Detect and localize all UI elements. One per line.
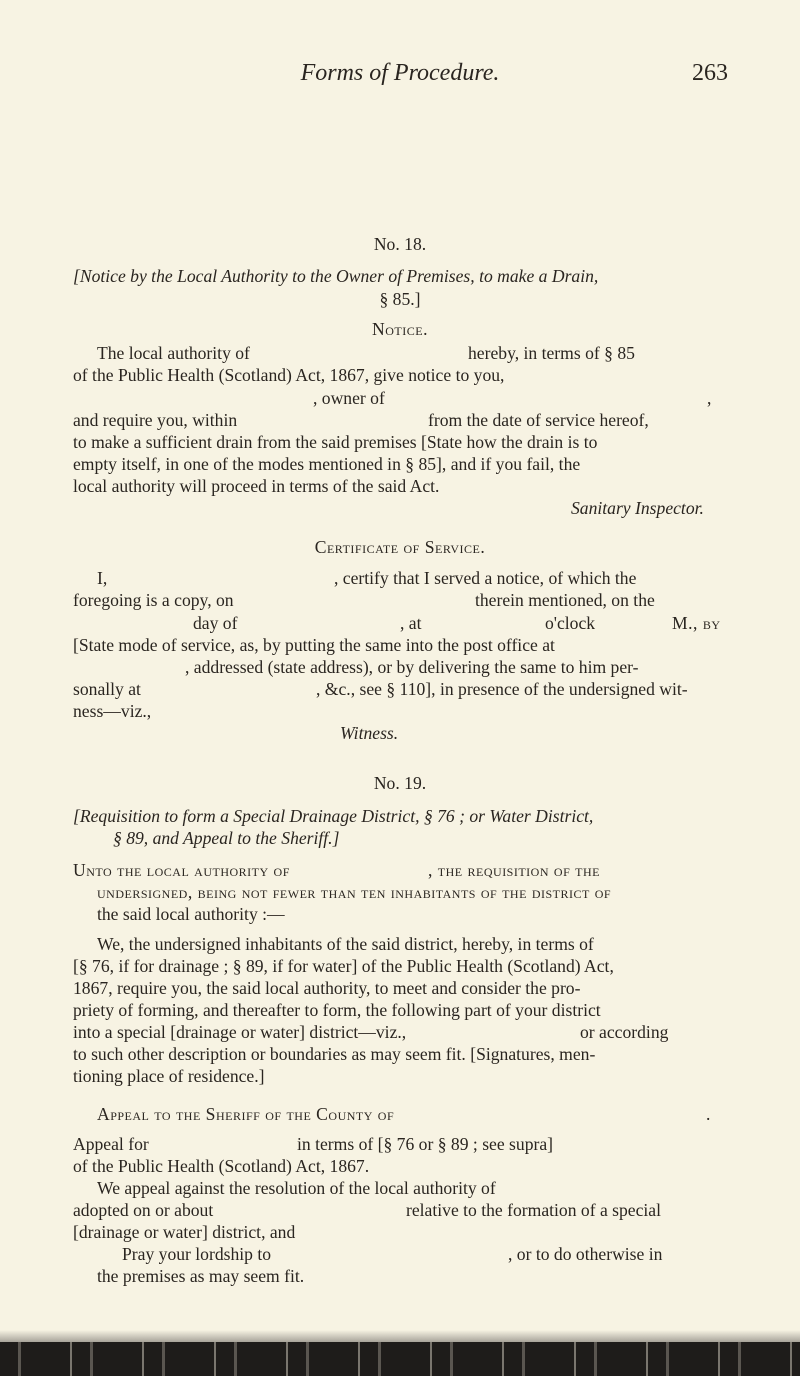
- certificate-text: , addressed (state address), or by delivering the same to him per-: [185, 657, 639, 677]
- notice-text: hereby, in terms of § 85: [468, 343, 635, 363]
- requisition-text: priety of forming, and thereafter to form, the following part of your district: [73, 1000, 601, 1020]
- running-title: Forms of Procedure.: [300, 60, 500, 86]
- page-number: 263: [692, 60, 728, 86]
- appeal-text: We appeal against the resolution of the local authority of: [97, 1178, 496, 1198]
- certificate-text: day of: [193, 613, 238, 633]
- requisition-text: 1867, require you, the said local authority, to meet and consider the pro-: [73, 978, 581, 998]
- notice-heading: Notice.: [372, 319, 428, 339]
- notice-text: ,: [707, 388, 712, 408]
- requisition-text: to such other description or boundaries as may seem fit. [Signatures, men-: [73, 1044, 596, 1064]
- notice-text: to make a sufficient drain from the said premises [State how the drain is to: [73, 432, 598, 452]
- form-18-caption: [Notice by the Local Authority to the Owner of Premises, to make a Drain,: [73, 266, 599, 286]
- certificate-text: I,: [97, 568, 108, 588]
- appeal-text: Appeal for: [73, 1134, 149, 1154]
- appeal-text: relative to the formation of a special: [406, 1200, 662, 1220]
- certificate-text: [State mode of service, as, by putting the same into the post office at: [73, 635, 555, 655]
- requisition-address: Unto the local authority of: [73, 860, 290, 880]
- notice-text: empty itself, in one of the modes mentioned in § 85], and if you fail, the: [73, 454, 581, 474]
- notice-text: from the date of service hereof,: [428, 410, 649, 430]
- certificate-text: ness—viz.,: [73, 701, 152, 721]
- notice-text: , owner of: [313, 388, 385, 408]
- requisition-text: We, the undersigned inhabitants of the said district, hereby, in terms of: [97, 934, 594, 954]
- appeal-text: in terms of [§ 76 or § 89 ; see supra]: [297, 1134, 554, 1154]
- sanitary-inspector-signature: Sanitary Inspector.: [571, 498, 704, 518]
- appeal-text: Pray your lordship to: [122, 1244, 272, 1264]
- appeal-text: [drainage or water] district, and: [73, 1222, 296, 1242]
- appeal-text: , or to do otherwise in: [508, 1244, 663, 1264]
- appeal-heading: Appeal to the Sheriff of the County of: [97, 1104, 395, 1124]
- requisition-address: [97, 881, 611, 903]
- certificate-text: sonally at: [73, 679, 141, 699]
- requisition-text: or according: [580, 1022, 669, 1042]
- certificate-text: M., by: [672, 613, 721, 633]
- form-18-caption-section: § 85.]: [379, 289, 421, 309]
- certificate-text: , certify that I served a notice, of which the: [334, 568, 637, 588]
- appeal-text: adopted on or about: [73, 1200, 214, 1220]
- scan-bottom-edge: [0, 1342, 800, 1376]
- appeal-text: of the Public Health (Scotland) Act, 1867.: [73, 1156, 370, 1176]
- certificate-text: o'clock: [545, 613, 596, 633]
- requisition-address: the said local authority :—: [97, 904, 285, 924]
- appeal-heading-dot: .: [706, 1104, 711, 1124]
- witness-signature: Witness.: [340, 723, 399, 743]
- notice-text: The local authority of: [97, 343, 250, 363]
- notice-text: of the Public Health (Scotland) Act, 1867, give notice to you,: [73, 365, 505, 385]
- certificate-text: , &c., see § 110], in presence of the undersigned wit-: [316, 679, 688, 699]
- requisition-text: tioning place of residence.]: [73, 1066, 265, 1086]
- certificate-text: foregoing is a copy, on: [73, 590, 234, 610]
- requisition-text: into a special [drainage or water] district—viz.,: [73, 1022, 407, 1042]
- appeal-text: the premises as may seem fit.: [97, 1266, 305, 1286]
- certificate-heading: Certificate of Service.: [314, 537, 486, 557]
- notice-text: and require you, within: [73, 410, 238, 430]
- certificate-text: therein mentioned, on the: [475, 590, 655, 610]
- form-19-caption: [Requisition to form a Special Drainage District, § 76 ; or Water District,: [73, 806, 594, 826]
- running-header: [0, 60, 800, 100]
- requisition-address-text: undersigned, being not fewer than ten inhabitants of the district of: [97, 882, 612, 902]
- form-18-number: No. 18.: [373, 234, 427, 254]
- certificate-text: , at: [400, 613, 422, 633]
- notice-text: local authority will proceed in terms of the said Act.: [73, 476, 440, 496]
- form-19-caption-section: § 89, and Appeal to the Sheriff.]: [113, 828, 340, 848]
- requisition-text: [§ 76, if for drainage ; § 89, if for water] of the Public Health (Scotland) Act,: [73, 956, 614, 976]
- requisition-address: , the requisition of the: [428, 860, 600, 880]
- form-19-number: No. 19.: [373, 773, 427, 793]
